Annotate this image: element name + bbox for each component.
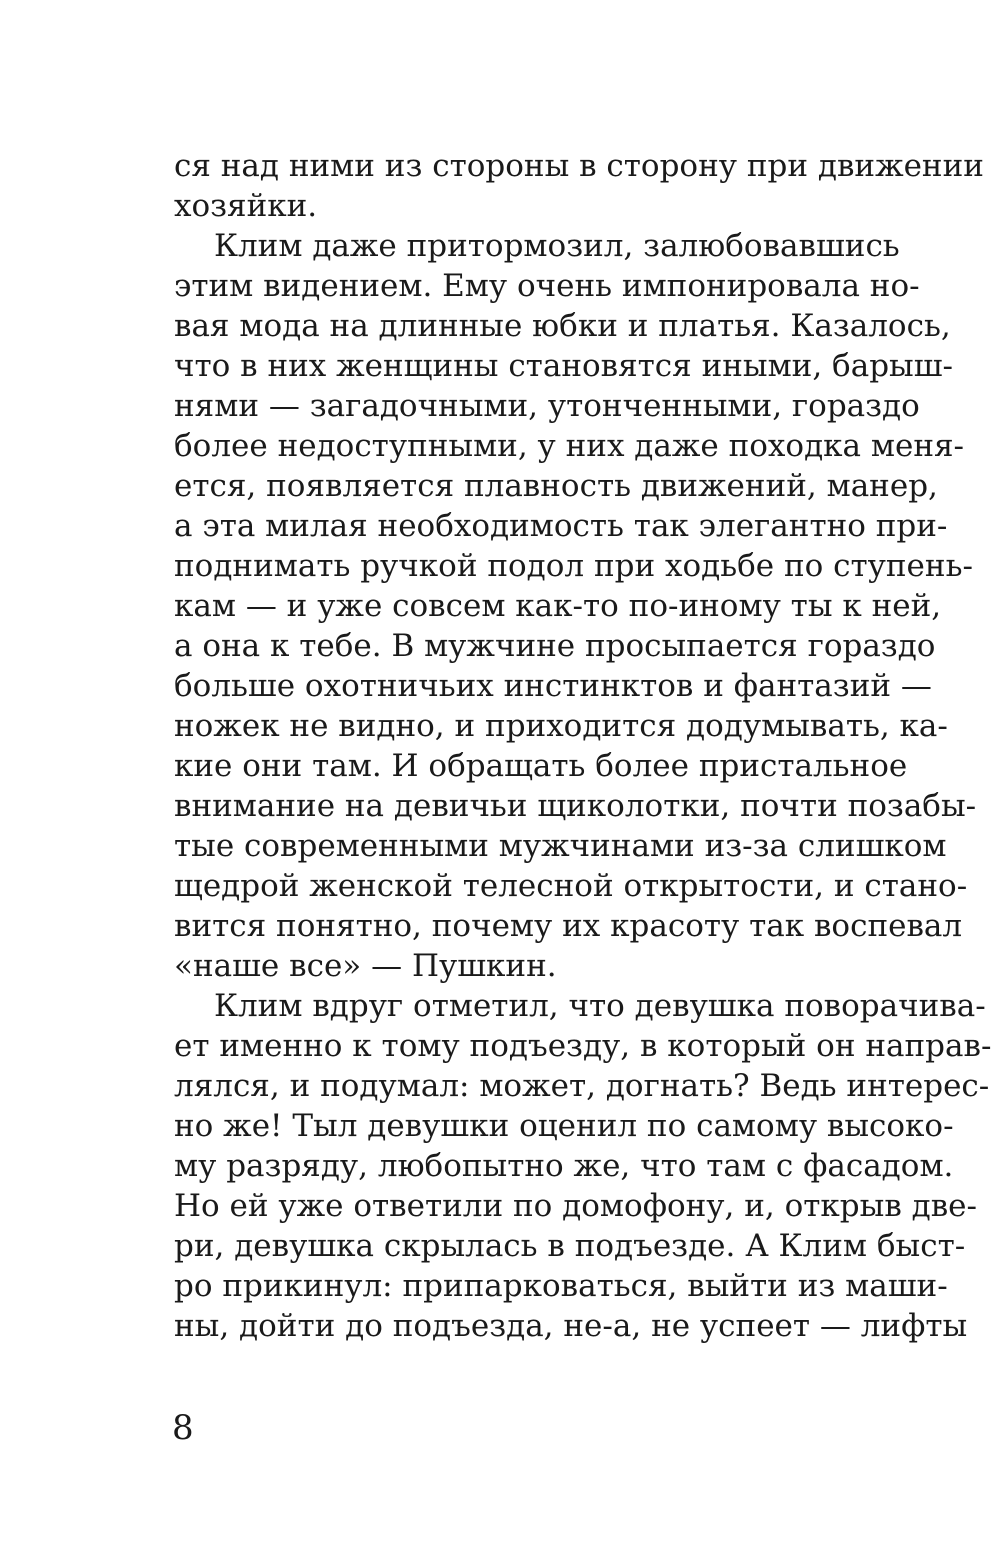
text-line: лялся, и подумал: может, догнать? Ведь интерес- [174, 1068, 990, 1104]
text-line: тые современными мужчинами из-за слишком [174, 828, 947, 864]
text-line: «наше все» — Пушкин. [174, 948, 557, 984]
text-line: а эта милая необходимость так элегантно при- [174, 508, 948, 544]
text-line: а она к тебе. В мужчине просыпается гораздо [174, 628, 936, 664]
text-line: нями — загадочными, утонченными, гораздо [174, 388, 920, 424]
text-line: кам — и уже совсем как-то по-иному ты к ней, [174, 588, 942, 624]
text-line: ется, появляется плавность движений, манер, [174, 468, 938, 504]
text-line: ри, девушка скрылась в подъезде. А Клим быст- [174, 1228, 966, 1264]
text-line: щедрой женской телесной открытости, и стано- [174, 868, 968, 904]
text-line: вится понятно, почему их красоту так воспевал [174, 908, 963, 944]
text-line: больше охотничьих инстинктов и фантазий — [174, 668, 932, 704]
text-line: поднимать ручкой подол при ходьбе по ступень- [174, 548, 973, 584]
text-line: но же! Тыл девушки оценил по самому высоко- [174, 1108, 954, 1144]
body-text [174, 146, 992, 1346]
text-line: этим видением. Ему очень импонировала но- [174, 268, 920, 304]
page-number: 8 [172, 1408, 194, 1448]
paragraph-start-line: Клим вдруг отметил, что девушка поворачива- [214, 988, 986, 1024]
text-line: более недоступными, у них даже походка меня- [174, 428, 965, 464]
text-line: кие они там. И обращать более пристальное [174, 748, 908, 784]
text-line: ся над ними из стороны в сторону при движении [174, 148, 984, 184]
text-line: ет именно к тому подъезду, в который он направ- [174, 1028, 992, 1064]
text-line: хозяйки. [174, 188, 318, 224]
text-line: ро прикинул: припарковаться, выйти из маши- [174, 1268, 948, 1304]
text-line: ны, дойти до подъезда, не-а, не успеет — лифты [174, 1308, 968, 1344]
text-line: внимание на девичьи щиколотки, почти позабы- [174, 788, 977, 824]
paragraph-start-line: Клим даже притормозил, залюбовавшись [214, 228, 900, 264]
text-line: вая мода на длинные юбки и платья. Казалось, [174, 308, 951, 344]
text-line: Но ей уже ответили по домофону, и, открыв две- [174, 1188, 977, 1224]
text-line: ножек не видно, и приходится додумывать, ка- [174, 708, 948, 744]
text-line: что в них женщины становятся иными, барыш- [174, 348, 954, 384]
text-line: му разряду, любопытно же, что там с фасадом. [174, 1148, 954, 1184]
